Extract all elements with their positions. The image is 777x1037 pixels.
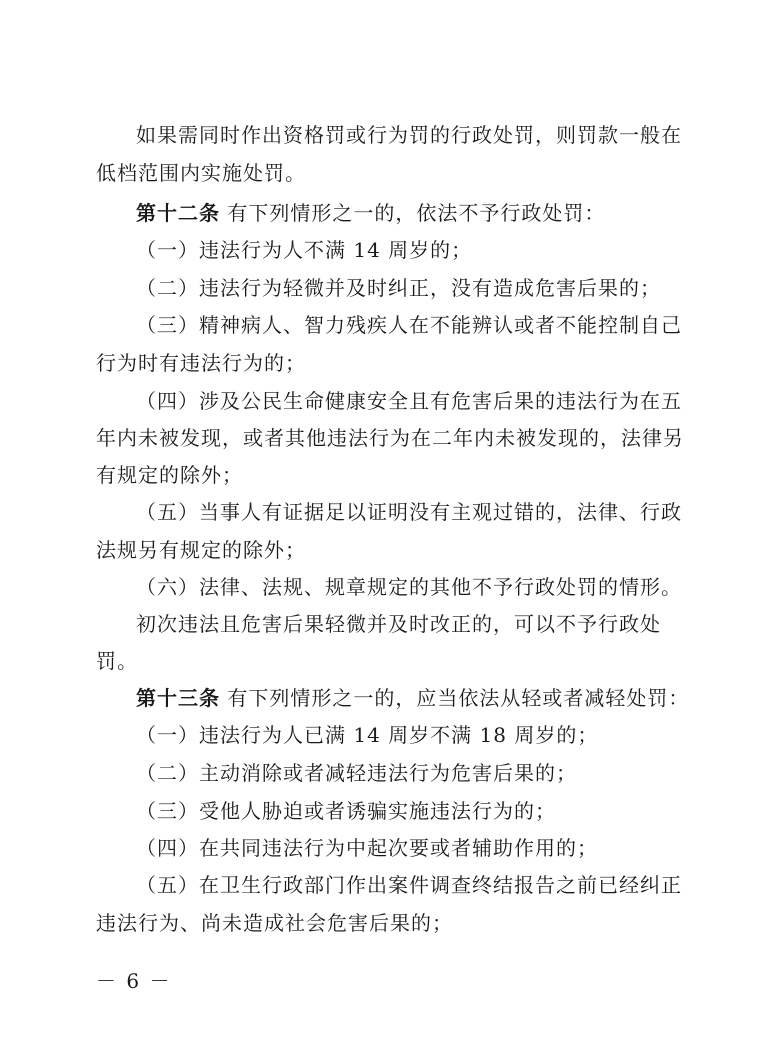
article-13-text: 有下列情形之一的，应当依法从轻或者减轻处罚： bbox=[220, 686, 690, 710]
paragraph-line: 有规定的除外； bbox=[96, 463, 243, 487]
paragraph-line: 法规另有规定的除外； bbox=[96, 538, 306, 562]
page-number: － 6 － bbox=[96, 969, 172, 993]
list-item: （三）受他人胁迫或者诱骗实施违法行为的； bbox=[136, 799, 556, 823]
paragraph-line: 违法行为、尚未造成社会危害后果的； bbox=[96, 911, 453, 935]
article-12-label: 第十二条 bbox=[136, 201, 220, 225]
paragraph-line: 罚。 bbox=[96, 649, 138, 673]
list-item: （一）违法行为人已满 14 周岁不满 18 周岁的； bbox=[136, 723, 599, 747]
list-item: （二）主动消除或者减轻违法行为危害后果的； bbox=[136, 761, 577, 785]
list-item: （一）违法行为人不满 14 周岁的； bbox=[136, 238, 473, 262]
article-13-heading-line bbox=[136, 683, 696, 713]
paragraph-line: 行为时有违法行为的； bbox=[96, 351, 306, 375]
article-12-text: 有下列情形之一的，依法不予行政处罚： bbox=[220, 201, 606, 225]
paragraph-line: 低档范围内实施处罚。 bbox=[96, 161, 306, 185]
list-item: （四）涉及公民生命健康安全且有危害后果的违法行为在五 bbox=[136, 389, 682, 413]
paragraph-line: 如果需同时作出资格罚或行为罚的行政处罚，则罚款一般在 bbox=[136, 123, 682, 147]
list-item: （二）违法行为轻微并及时纠正，没有造成危害后果的； bbox=[136, 276, 661, 300]
article-12-heading-line bbox=[136, 198, 696, 228]
paragraph-line: 年内未被发现，或者其他违法行为在二年内未被发现的，法律另 bbox=[96, 426, 684, 450]
article-13-label: 第十三条 bbox=[136, 686, 220, 710]
list-item: （三）精神病人、智力残疾人在不能辨认或者不能控制自己 bbox=[136, 313, 682, 337]
paragraph-line: 初次违法且危害后果轻微并及时改正的，可以不予行政处 bbox=[136, 612, 661, 636]
list-item: （五）当事人有证据足以证明没有主观过错的，法律、行政 bbox=[136, 500, 682, 524]
list-item: （四）在共同违法行为中起次要或者辅助作用的； bbox=[136, 836, 598, 860]
list-item: （五）在卫生行政部门作出案件调查终结报告之前已经纠正 bbox=[136, 873, 682, 897]
list-item: （六）法律、法规、规章规定的其他不予行政处罚的情形。 bbox=[136, 575, 682, 599]
